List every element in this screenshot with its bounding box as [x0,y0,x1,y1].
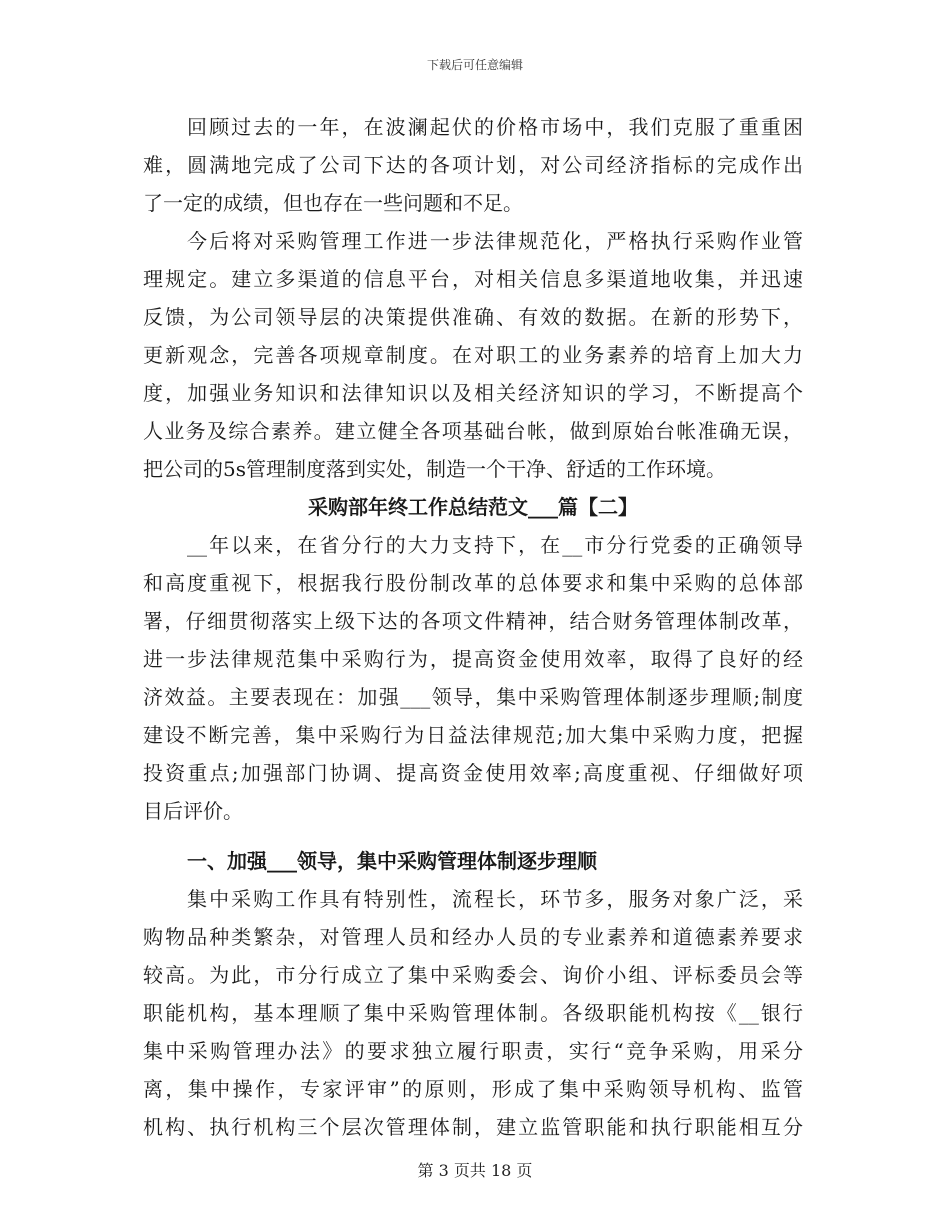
paragraph-line: 集中采购工作具有特别性，流程长，环节多，服务对象广泛，采 [187,887,803,911]
paragraph-line: 人业务及综合素养。建立健全各项基础台帐，做到原始台帐准确无误， [143,419,803,443]
paragraph-line: 较高。为此，市分行成立了集中采购委会、询价小组、评标委员会等 [143,963,803,987]
paragraph-3 [143,526,803,830]
paragraph-line: 今后将对采购管理工作进一步法律规范化，严格执行采购作业管 [187,229,803,253]
paragraph-line: 把公司的5s管理制度落到实处，制造一个干净、舒适的工作环境。 [143,457,726,481]
paragraph-line: 署，仔细贯彻落实上级下达的各项文件精神，结合财务管理体制改革， [143,609,803,633]
paragraph-line: 机构、执行机构三个层次管理体制，建立监管职能和执行职能相互分 [143,1115,803,1139]
paragraph-line: 济效益。主要表现在：加强___领导，集中采购管理体制逐步理顺;制度 [143,685,803,709]
paragraph-line: 了一定的成绩，但也存在一些问题和不足。 [143,191,523,215]
paragraph-line: 反馈，为公司领导层的决策提供准确、有效的数据。在新的形势下， [143,305,803,329]
paragraph-line: 理规定。建立多渠道的信息平台，对相关信息多渠道地收集，并迅速 [143,267,803,291]
paragraph-1 [143,108,803,222]
paragraph-line: __年以来，在省分行的大力支持下，在__市分行党委的正确领导 [187,533,803,557]
paragraph-line: 建设不断完善，集中采购行为日益法律规范;加大集中采购力度，把握 [143,723,803,747]
page-header: 下载后可任意编辑 [426,58,523,72]
paragraph-line: 投资重点;加强部门协调、提高资金使用效率;高度重视、仔细做好项 [143,761,803,785]
paragraph-line: 度，加强业务知识和法律知识以及相关经济知识的学习，不断提高个 [143,381,803,405]
paragraph-line: 购物品种类繁杂，对管理人员和经办人员的专业素养和道德素养要求 [143,925,803,949]
paragraph-line: 回顾过去的一年，在波澜起伏的价格市场中，我们克服了重重困 [187,115,803,139]
paragraph-4 [143,880,803,1146]
paragraph-line: 目后评价。 [143,799,243,823]
paragraph-line: 更新观念，完善各项规章制度。在对职工的业务素养的培育上加大力 [143,343,803,367]
subsection-heading: 一、加强___领导，集中采购管理体制逐步理顺 [187,849,597,873]
paragraph-line: 职能机构，基本理顺了集中采购管理体制。各级职能机构按《__银行 [143,1001,803,1025]
paragraph-line: 和高度重视下，根据我行股份制改革的总体要求和集中采购的总体部 [143,571,803,595]
paragraph-2 [143,222,803,488]
paragraph-line: 集中采购管理办法》的要求独立履行职责，实行“竞争采购，用采分 [143,1039,803,1063]
section-title: 采购部年终工作总结范文___篇【二】 [308,495,638,519]
paragraph-line: 离，集中操作，专家评审”的原则，形成了集中采购领导机构、监管 [143,1077,803,1101]
page-footer: 第 3 页共 18 页 [417,1161,533,1180]
document-body [143,108,803,1146]
paragraph-line: 难，圆满地完成了公司下达的各项计划，对公司经济指标的完成作出 [143,153,803,177]
paragraph-line: 进一步法律规范集中采购行为，提高资金使用效率，取得了良好的经 [143,647,803,671]
